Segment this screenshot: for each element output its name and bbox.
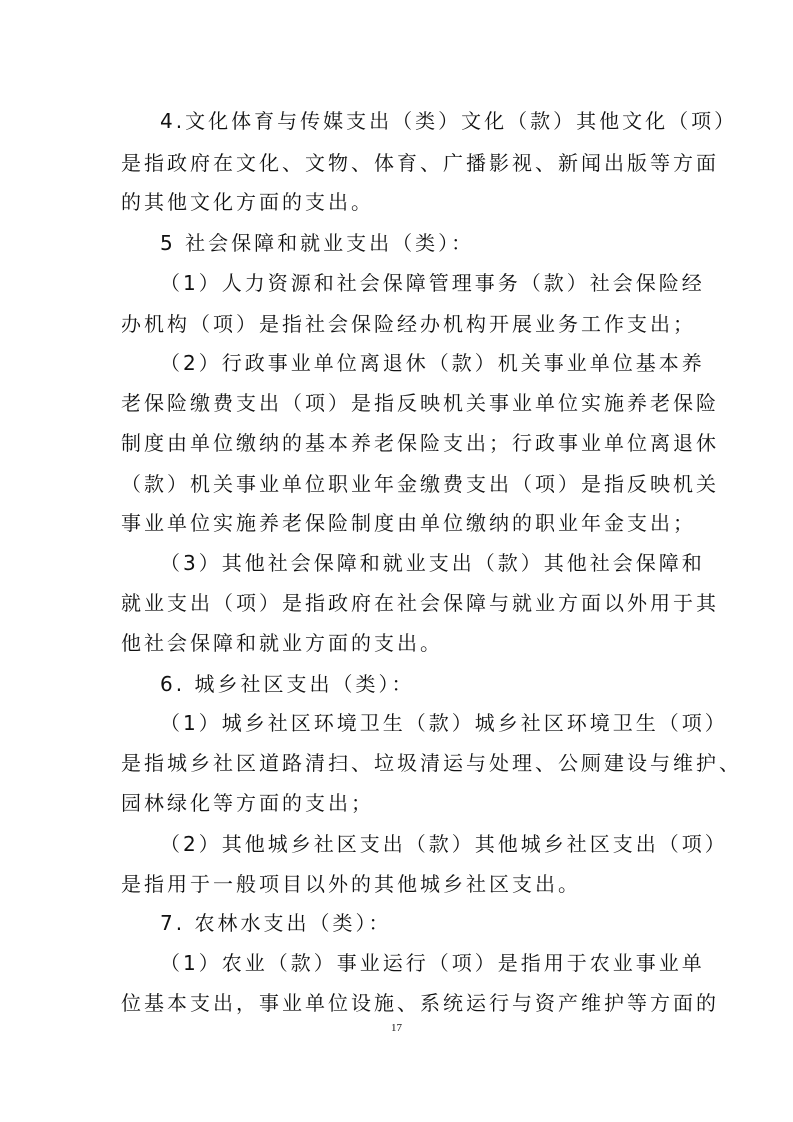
- text-line: 位基本支出，事业单位设施、系统运行与资产维护等方面的: [121, 991, 719, 1015]
- text-line: 4.文化体育与传媒支出（类）文化（款）其他文化（项）: [160, 109, 738, 133]
- text-line: 办机构（项）是指社会保险经办机构开展业务工作支出；: [121, 312, 696, 336]
- text-line: （3）其他社会保障和就业支出（款）其他社会保障和: [160, 551, 705, 575]
- section-heading: 6. 城乡社区支出（类）：: [160, 672, 415, 696]
- text-line: （1）农业（款）事业运行（项）是指用于农业事业单: [160, 951, 705, 975]
- text-line: 老保险缴费支出（项）是指反映机关事业单位实施养老保险: [121, 391, 719, 415]
- text-line: 事业单位实施养老保险制度由单位缴纳的职业年金支出；: [121, 511, 696, 535]
- text-line: 就业支出（项）是指政府在社会保障与就业方面以外用于其: [121, 591, 719, 615]
- text-line: 的其他文化方面的支出。: [121, 190, 374, 214]
- text-line: （2）其他城乡社区支出（款）其他城乡社区支出（项）: [160, 832, 728, 856]
- text-line: （2）行政事业单位离退休（款）机关事业单位基本养: [160, 351, 705, 375]
- text-line: （款）机关事业单位职业年金缴费支出（项）是指反映机关: [121, 472, 719, 496]
- section-heading: 7. 农林水支出（类）：: [160, 911, 392, 935]
- text-line: 是指政府在文化、文物、体育、广播影视、新闻出版等方面: [121, 151, 719, 175]
- page-number: 17: [391, 1022, 402, 1034]
- text-line: （1）城乡社区环境卫生（款）城乡社区环境卫生（项）: [160, 711, 728, 735]
- text-line: 是指城乡社区道路清扫、垃圾清运与处理、公厕建设与维护、: [121, 751, 742, 775]
- text-line: 制度由单位缴纳的基本养老保险支出；行政事业单位离退休: [121, 431, 719, 455]
- text-line: （1）人力资源和社会保障管理事务（款）社会保险经: [160, 271, 705, 295]
- text-line: 园林绿化等方面的支出；: [121, 791, 374, 815]
- text-line: 是指用于一般项目以外的其他城乡社区支出。: [121, 872, 581, 896]
- section-heading: 5 社会保障和就业支出（类）：: [160, 231, 475, 255]
- text-line: 他社会保障和就业方面的支出。: [121, 631, 443, 655]
